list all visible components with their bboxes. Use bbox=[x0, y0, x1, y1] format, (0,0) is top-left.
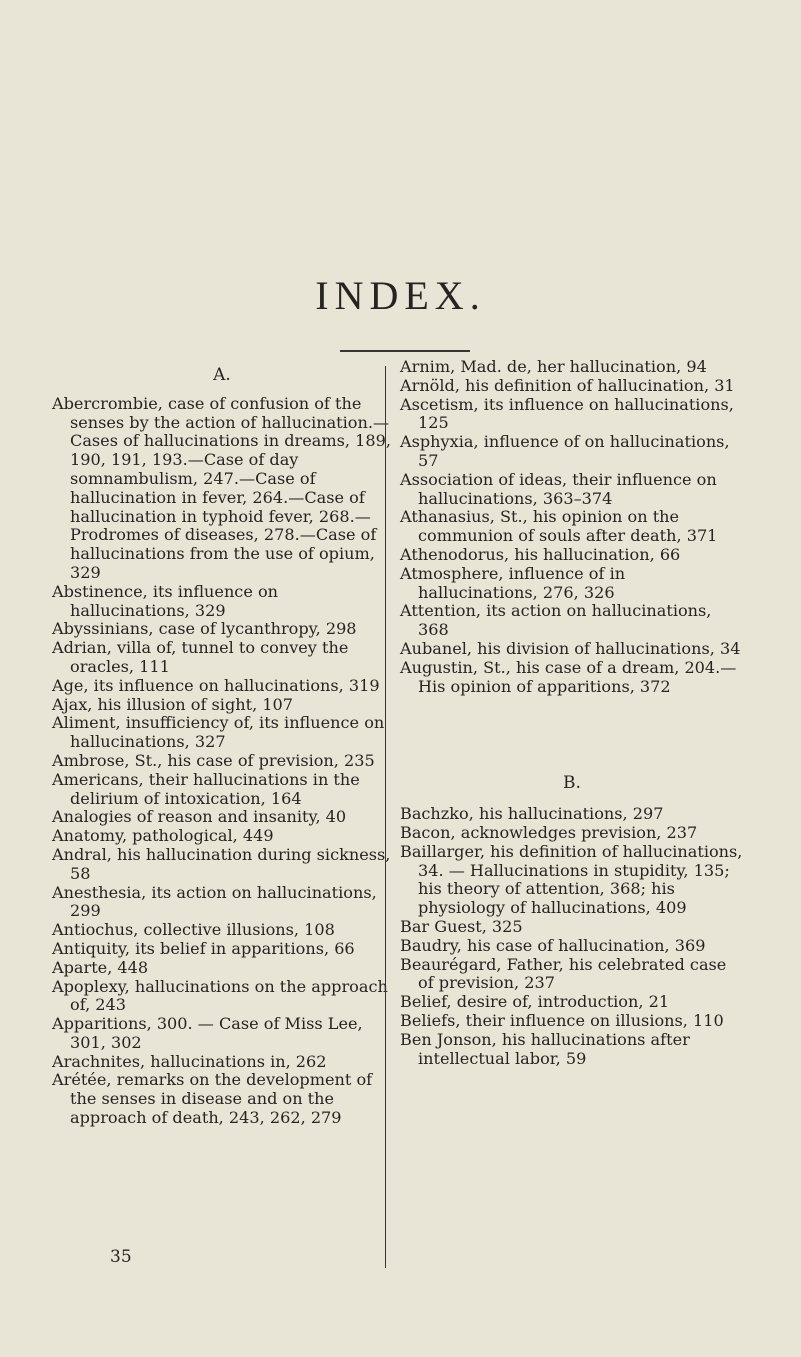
index-entry: Ascetism, its influence on hallucinations, 125 bbox=[400, 394, 734, 433]
column-divider bbox=[385, 366, 386, 1268]
index-entry: Beliefs, their influence on illusions, 110 bbox=[400, 1010, 724, 1030]
index-entry: Apparitions, 300. — Case of Miss Lee, 301, 302 bbox=[52, 1014, 363, 1052]
index-entry: Athanasius, St., his opinion on the communion of souls after death, 371 bbox=[400, 507, 718, 546]
index-entry: Abyssinians, case of lycanthropy, 298 bbox=[52, 619, 357, 639]
index-entry: Ben Jonson, his hallucinations after intellectual labor, 59 bbox=[400, 1029, 690, 1068]
index-entry: Abstinence, its influence on hallucinations, 329 bbox=[52, 581, 279, 620]
index-entry: Andral, his hallucination during sickness, 58 bbox=[52, 844, 391, 883]
index-entry: Bacon, acknowledges prevision, 237 bbox=[400, 822, 698, 842]
index-entry: Asphyxia, influence of on hallucinations, 57 bbox=[400, 432, 730, 470]
index-entry: Bachzko, his hallucinations, 297 bbox=[400, 804, 664, 824]
left-column bbox=[52, 358, 392, 1128]
index-entry: Antiquity, its belief in apparitions, 66 bbox=[52, 938, 355, 958]
index-entry: Beaurégard, Father, his celebrated case of prevision, 237 bbox=[400, 954, 727, 993]
index-entry: Age, its influence on hallucinations, 319 bbox=[52, 675, 380, 695]
index-entry: Baillarger, his definition of hallucinations, 34. — Hallucinations in stupidity, 135; his theory of attention, 368; his physiology of hallucinations, 409 bbox=[400, 841, 743, 918]
index-entry: Arétée, remarks on the development of the senses in disease and on the approach of death, 243, 262, 279 bbox=[52, 1070, 373, 1128]
index-entry: Augustin, St., his case of a dream, 204.—His opinion of apparitions, 372 bbox=[400, 657, 737, 696]
index-entry: Aubanel, his division of hallucinations, 34 bbox=[400, 638, 741, 658]
section-letter-a: A. bbox=[213, 365, 231, 385]
index-entry: Antiochus, collective illusions, 108 bbox=[52, 920, 335, 940]
index-entry: Attention, its action on hallucinations, 368 bbox=[400, 601, 712, 640]
index-entry: Arnöld, his definition of hallucination, 31 bbox=[400, 375, 735, 395]
index-entry: Belief, desire of, introduction, 21 bbox=[400, 992, 670, 1012]
index-entry: Abercrombie, case of confusion of the senses by the action of hallucination.—Cases of hallucinations in dreams, 189, 190, 191, 193.—Case of day somnambulism, 247.—Case of hallucination in fever, 264.—Case of hallucination in typhoid fever, 268.—Prodromes of diseases, 278.—Case of hallucinations from the use of opium, 329 bbox=[52, 393, 391, 582]
index-entry: Association of ideas, their influence on hallucinations, 363–374 bbox=[400, 469, 717, 508]
index-entry: Aliment, insufficiency of, its influence on hallucinations, 327 bbox=[52, 713, 385, 752]
index-entry: Bar Guest, 325 bbox=[400, 916, 523, 936]
title-rule bbox=[340, 350, 470, 352]
index-entry: Atmosphere, influence of in hallucinations, 276, 326 bbox=[400, 563, 626, 602]
index-entry: Baudry, his case of hallucination, 369 bbox=[400, 935, 706, 955]
page-title: INDEX. bbox=[315, 273, 486, 318]
index-entry: Arachnites, hallucinations in, 262 bbox=[52, 1051, 327, 1071]
right-column bbox=[400, 358, 744, 1068]
index-entry: Anatomy, pathological, 449 bbox=[52, 826, 274, 846]
index-entry: Americans, their hallucinations in the delirium of intoxication, 164 bbox=[52, 769, 360, 808]
index-entry: Apoplexy, hallucinations on the approach of, 243 bbox=[52, 976, 388, 1015]
index-entry: Aparte, 448 bbox=[52, 957, 149, 977]
index-entry: Ambrose, St., his case of prevision, 235 bbox=[52, 750, 375, 770]
index-entry: Anesthesia, its action on hallucinations, 299 bbox=[52, 882, 377, 921]
index-entry: Ajax, his illusion of sight, 107 bbox=[52, 694, 294, 714]
index-entry: Analogies of reason and insanity, 40 bbox=[52, 807, 347, 827]
index-entry: Athenodorus, his hallucination, 66 bbox=[400, 544, 681, 564]
page-number: 35 bbox=[110, 1247, 132, 1267]
index-entry: Arnim, Mad. de, her hallucination, 94 bbox=[400, 357, 707, 376]
index-entry: Adrian, villa of, tunnel to convey the oracles, 111 bbox=[52, 638, 349, 676]
section-letter-b: B. bbox=[563, 773, 581, 794]
